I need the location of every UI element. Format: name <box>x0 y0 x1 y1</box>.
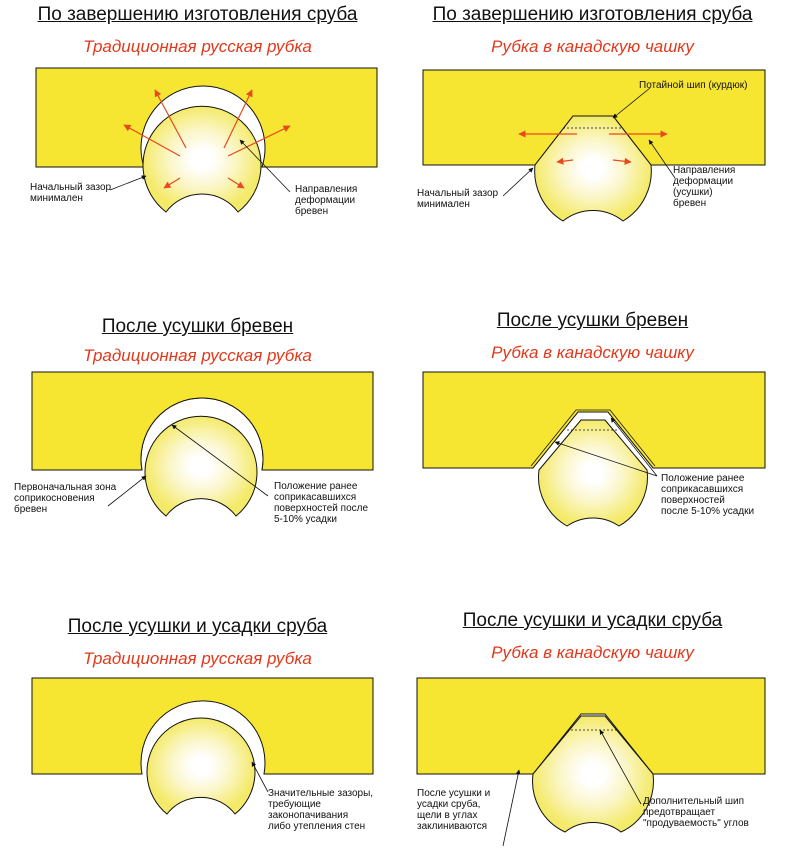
note-surface-position <box>661 473 754 517</box>
log-joint-diagram <box>0 0 395 260</box>
note-line: минимален <box>30 193 83 204</box>
note-line: деформации <box>295 195 356 206</box>
panel-canadian-initial <box>395 0 790 260</box>
note-line: усадки сруба, <box>417 799 481 810</box>
note-deformation <box>673 165 735 209</box>
leader-line <box>110 176 146 190</box>
note-line: Первоначальная зона <box>14 482 117 493</box>
note-corner-gaps <box>417 788 490 832</box>
panel-subtitle: Рубка в канадскую чашку <box>491 343 694 362</box>
note-line: Направления <box>295 184 358 195</box>
note-line: либо утепления стен <box>268 821 366 832</box>
note-large-gaps <box>268 788 373 832</box>
panel-subtitle: Традиционная русская рубка <box>83 649 312 668</box>
note-line: Начальный зазор <box>30 182 112 193</box>
panel-subtitle: Традиционная русская рубка <box>83 37 312 56</box>
note-line: Начальный зазор <box>417 188 499 199</box>
note-line: поверхностей после <box>274 503 369 514</box>
note-extra-tenon <box>643 796 749 829</box>
note-line: Положение ранее <box>661 473 745 484</box>
note-line: Значительные зазоры, <box>268 788 374 799</box>
note-line: щели в углах <box>417 810 478 821</box>
note-line: бревен <box>673 198 707 209</box>
log-joint-diagram <box>395 0 790 260</box>
panel-canadian-drying <box>395 310 790 580</box>
note-surface-position <box>274 481 368 525</box>
note-line: Направления <box>673 165 736 176</box>
panel-subtitle: Рубка в канадскую чашку <box>491 37 694 56</box>
leader-line <box>503 770 519 846</box>
panel-canadian-settled <box>395 608 790 862</box>
panel-traditional-settled <box>0 612 395 862</box>
panel-title: После усушки и усадки сруба <box>67 616 328 637</box>
note-initial-gap <box>417 188 498 210</box>
note-contact-zone <box>14 482 116 515</box>
note-line: После усушки и <box>417 788 491 799</box>
note-initial-gap <box>30 182 111 204</box>
note-line: бревен <box>295 206 329 217</box>
note-line: соприкосновения <box>14 493 95 504</box>
panel-subtitle: Традиционная русская рубка <box>83 346 312 365</box>
note-line: деформации <box>673 176 734 187</box>
panel-title: После усушки бревен <box>101 316 294 337</box>
note-line: требующие <box>268 799 321 810</box>
lower-log <box>143 106 261 212</box>
note-line: минимален <box>417 199 470 210</box>
note-line: законопачивания <box>268 810 349 821</box>
panel-title: По завершению изготовления сруба <box>432 4 753 25</box>
panel-title: После усушки бревен <box>496 310 689 331</box>
log-joint-diagram <box>0 310 395 580</box>
note-line: после 5-10% усадки <box>661 506 755 517</box>
note-line: (усушки) <box>673 187 713 198</box>
leader-line <box>503 168 533 196</box>
note-hidden-tenon <box>639 80 747 91</box>
note-line: бревен <box>14 504 48 515</box>
note-line: поверхностей <box>661 495 725 506</box>
panel-title: После усушки и усадки сруба <box>462 610 723 631</box>
note-line: соприкасавшихся <box>274 492 357 503</box>
lower-log <box>147 718 255 814</box>
note-line: Положение ранее <box>274 481 358 492</box>
note-line: предотвращает <box>643 807 716 818</box>
note-line: 5-10% усадки <box>274 514 337 525</box>
note-line: Дополнительный шип <box>643 796 744 807</box>
note-line: заклиниваются <box>417 821 488 832</box>
panel-traditional-initial <box>0 0 395 260</box>
log-joint-diagram <box>395 310 790 580</box>
note-line: соприкасавшихся <box>661 484 744 495</box>
note-line: Потайной шип (курдюк) <box>639 80 748 91</box>
panel-subtitle: Рубка в канадскую чашку <box>491 643 694 662</box>
note-line: "продуваемость" углов <box>643 818 749 829</box>
panel-title: По завершению изготовления сруба <box>37 4 358 25</box>
note-deformation <box>295 184 357 217</box>
lower-log <box>145 416 257 516</box>
panel-traditional-drying <box>0 310 395 580</box>
